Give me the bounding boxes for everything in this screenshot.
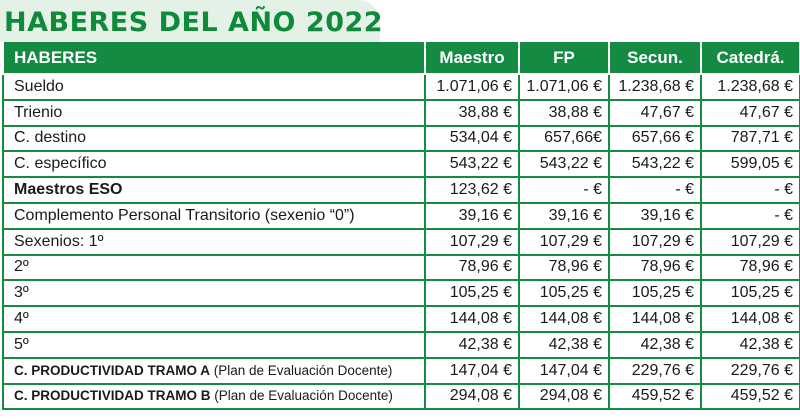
cell-catedratico: 229,76 €: [701, 358, 800, 384]
cell-secundaria: - €: [609, 177, 701, 203]
page-title: HABERES DEL AÑO 2022: [4, 7, 384, 38]
cell-maestro: 42,38 €: [425, 332, 519, 358]
row-label: [3, 358, 425, 384]
row-label: C. destino: [3, 126, 425, 152]
cell-maestro: 78,96 €: [425, 255, 519, 281]
row-label-bold: C. PRODUCTIVIDAD TRAMO B: [14, 388, 211, 404]
header-catedratico: Catedrá.: [701, 42, 800, 74]
cell-secundaria: 229,76 €: [609, 358, 701, 384]
table-row: [3, 306, 800, 332]
cell-fp: 78,96 €: [519, 255, 609, 281]
cell-maestro: 534,04 €: [425, 126, 519, 152]
table-row: [3, 229, 800, 255]
row-label: Maestros ESO: [3, 177, 425, 203]
row-label-bold: C. PRODUCTIVIDAD TRAMO A: [14, 362, 210, 378]
cell-maestro: 39,16 €: [425, 203, 519, 229]
cell-catedratico: - €: [701, 177, 800, 203]
cell-catedratico: 42,38 €: [701, 332, 800, 358]
cell-fp: 1.071,06 €: [519, 74, 609, 100]
cell-fp: - €: [519, 177, 609, 203]
header-row: [3, 42, 800, 74]
cell-fp: 38,88 €: [519, 100, 609, 126]
cell-catedratico: 78,96 €: [701, 255, 800, 281]
cell-maestro: 294,08 €: [425, 384, 519, 410]
cell-catedratico: 47,67 €: [701, 100, 800, 126]
cell-catedratico: 599,05 €: [701, 151, 800, 177]
table-row: [3, 151, 800, 177]
table-row: [3, 177, 800, 203]
table-row: [3, 384, 800, 410]
salary-table: [2, 42, 800, 410]
row-label: Sueldo: [3, 74, 425, 100]
cell-fp: 294,08 €: [519, 384, 609, 410]
row-label: 4º: [3, 306, 425, 332]
row-label: 2º: [3, 255, 425, 281]
cell-secundaria: 42,38 €: [609, 332, 701, 358]
cell-secundaria: 105,25 €: [609, 280, 701, 306]
cell-secundaria: 107,29 €: [609, 229, 701, 255]
row-label-note: (Plan de Evaluación Docente): [210, 362, 393, 378]
cell-fp: 657,66€: [519, 126, 609, 152]
header-secundaria: Secun.: [609, 42, 701, 74]
cell-fp: 107,29 €: [519, 229, 609, 255]
table-row: [3, 280, 800, 306]
cell-fp: 42,38 €: [519, 332, 609, 358]
cell-catedratico: 1.238,68 €: [701, 74, 800, 100]
cell-maestro: 38,88 €: [425, 100, 519, 126]
cell-secundaria: 657,66 €: [609, 126, 701, 152]
table-row: [3, 332, 800, 358]
cell-maestro: 123,62 €: [425, 177, 519, 203]
row-label: 5º: [3, 332, 425, 358]
cell-fp: 144,08 €: [519, 306, 609, 332]
cell-secundaria: 459,52 €: [609, 384, 701, 410]
cell-maestro: 147,04 €: [425, 358, 519, 384]
cell-maestro: 107,29 €: [425, 229, 519, 255]
cell-maestro: 543,22 €: [425, 151, 519, 177]
cell-secundaria: 1.238,68 €: [609, 74, 701, 100]
header-haberes: HABERES: [3, 42, 425, 74]
cell-fp: 39,16 €: [519, 203, 609, 229]
header-fp: FP: [519, 42, 609, 74]
cell-fp: 105,25 €: [519, 280, 609, 306]
table-row: [3, 255, 800, 281]
row-label: Sexenios: 1º: [3, 229, 425, 255]
cell-maestro: 144,08 €: [425, 306, 519, 332]
cell-secundaria: 39,16 €: [609, 203, 701, 229]
cell-secundaria: 144,08 €: [609, 306, 701, 332]
cell-catedratico: 107,29 €: [701, 229, 800, 255]
table-row: [3, 74, 800, 100]
row-label: Complemento Personal Transitorio (sexenio “0”): [3, 203, 425, 229]
cell-catedratico: 787,71 €: [701, 126, 800, 152]
row-label: C. específico: [3, 151, 425, 177]
header-maestro: Maestro: [425, 42, 519, 74]
title-tab: [0, 0, 384, 42]
table-row: [3, 126, 800, 152]
cell-secundaria: 78,96 €: [609, 255, 701, 281]
row-label: Trienio: [3, 100, 425, 126]
cell-catedratico: 459,52 €: [701, 384, 800, 410]
cell-fp: 543,22 €: [519, 151, 609, 177]
cell-secundaria: 543,22 €: [609, 151, 701, 177]
row-label-note: (Plan de Evaluación Docente): [210, 388, 393, 404]
cell-secundaria: 47,67 €: [609, 100, 701, 126]
cell-maestro: 105,25 €: [425, 280, 519, 306]
row-label: [3, 384, 425, 410]
table-row: [3, 358, 800, 384]
table-row: [3, 203, 800, 229]
cell-catedratico: 105,25 €: [701, 280, 800, 306]
cell-catedratico: 144,08 €: [701, 306, 800, 332]
cell-maestro: 1.071,06 €: [425, 74, 519, 100]
cell-fp: 147,04 €: [519, 358, 609, 384]
table-row: [3, 100, 800, 126]
cell-catedratico: - €: [701, 203, 800, 229]
row-label: 3º: [3, 280, 425, 306]
